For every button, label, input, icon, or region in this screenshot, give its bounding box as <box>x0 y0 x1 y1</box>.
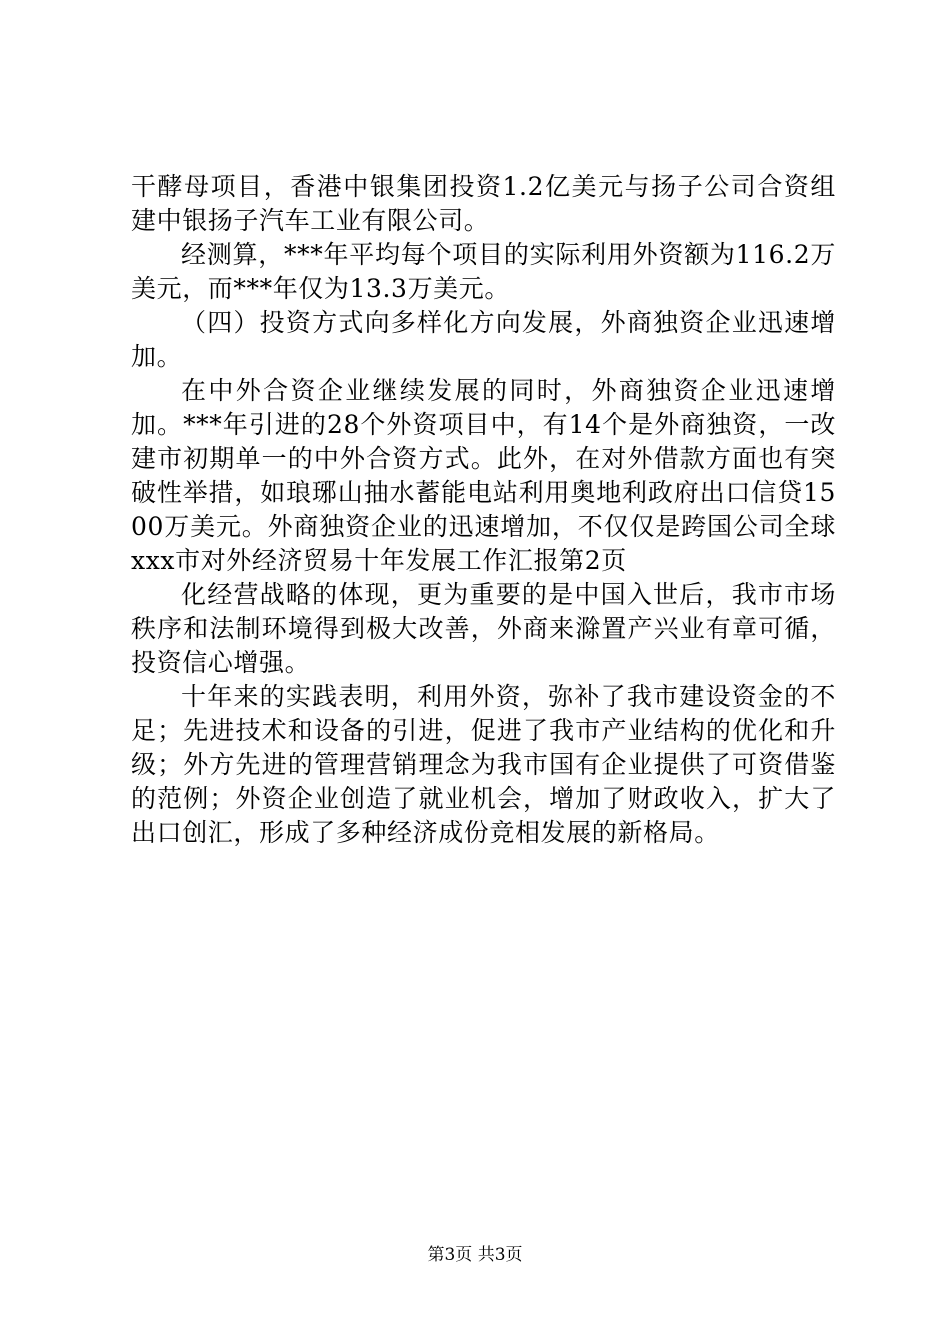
paragraph-2: 经测算，***年平均每个项目的实际利用外资额为116.2万美元，而***年仅为13.3万美元。 <box>131 240 836 303</box>
document-body <box>131 170 836 850</box>
paragraph-6: 十年来的实践表明，利用外资，弥补了我市建设资金的不足；先进技术和设备的引进，促进了我市产业结构的优化和升级；外方先进的管理营销理念为我市国有企业提供了可资借鉴的范例；外资企业创造了就业机会，增加了财政收入，扩大了出口创汇，形成了多种经济成份竞相发展的新格局。 <box>131 682 836 847</box>
page-number-footer: 第3页 共3页 <box>427 1245 523 1265</box>
paragraph-3-heading: （四）投资方式向多样化方向发展，外商独资企业迅速增加。 <box>131 308 836 371</box>
paragraph-5: 化经营战略的体现，更为重要的是中国入世后，我市市场秩序和法制环境得到极大改善，外商来滁置产兴业有章可循，投资信心增强。 <box>131 580 836 677</box>
paragraph-4: 在中外合资企业继续发展的同时，外商独资企业迅速增加。***年引进的28个外资项目中，有14个是外商独资，一改建市初期单一的中外合资方式。此外，在对外借款方面也有突破性举措，如琅琊山抽水蓄能电站利用奥地利政府出口信贷1500万美元。外商独资企业的迅速增加，不仅仅是跨国公司全球xxx市对外经济贸易十年发展工作汇报第2页 <box>131 376 836 575</box>
paragraph-1: 干酵母项目，香港中银集团投资1.2亿美元与扬子公司合资组建中银扬子汽车工业有限公司。 <box>131 172 836 235</box>
